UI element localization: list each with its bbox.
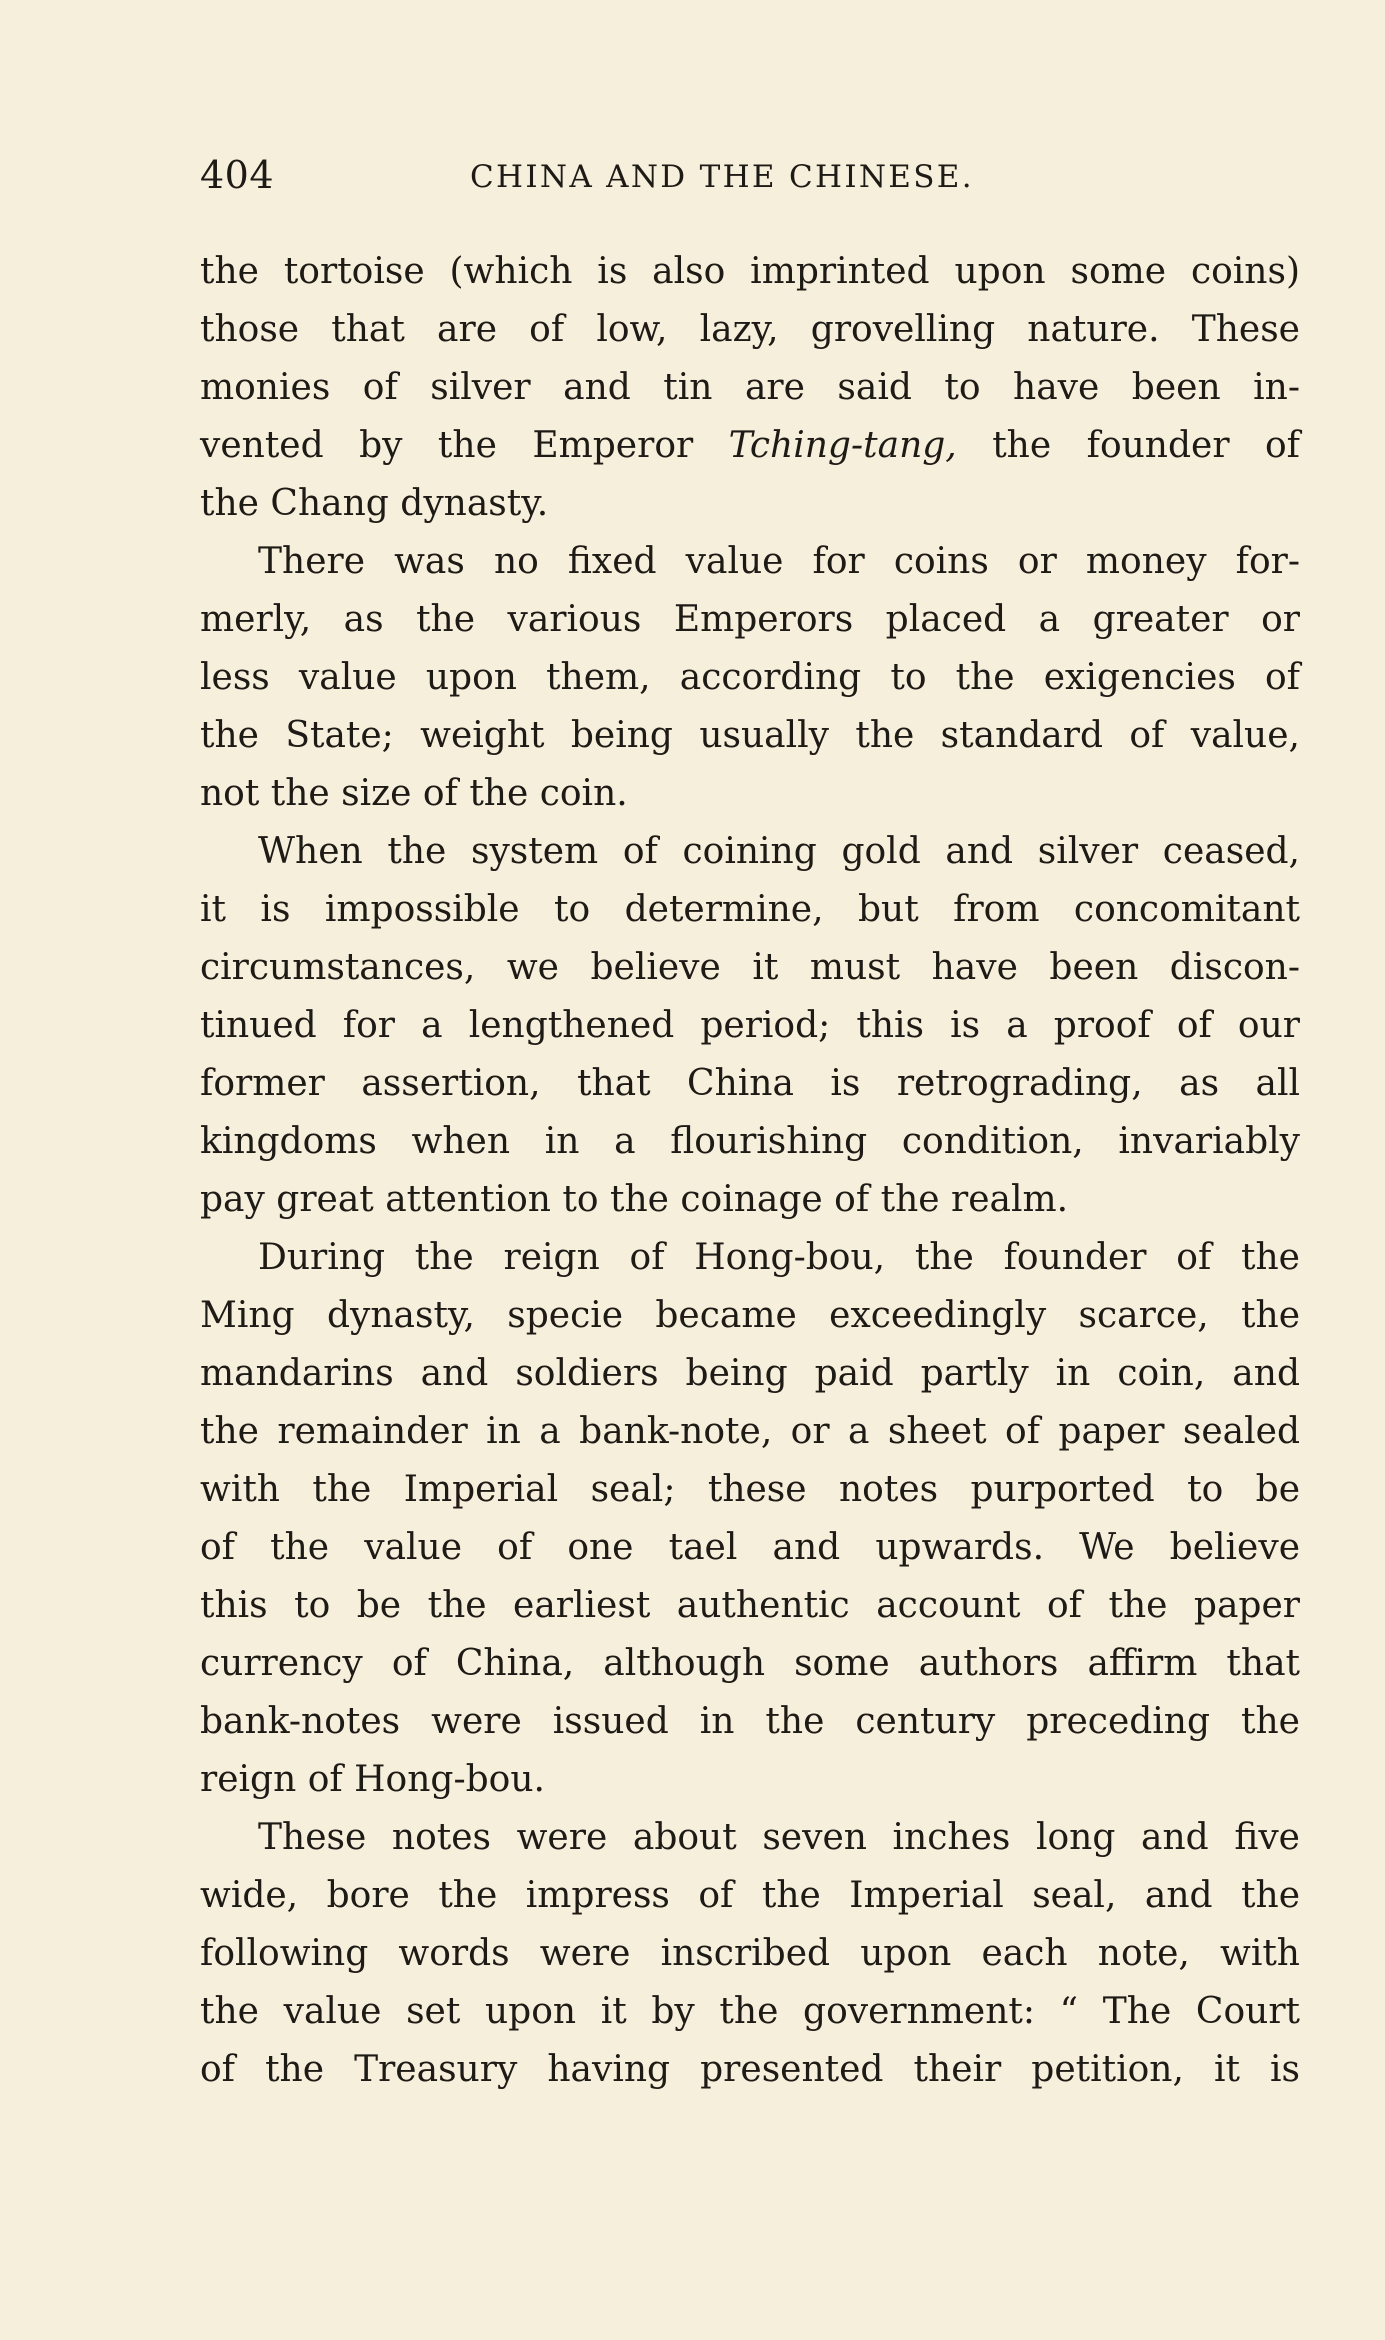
emperor-name: Tching-tang, (728, 425, 957, 466)
text-line: the remainder in a bank-note, or a sheet of paper sealed (200, 1411, 1300, 1452)
text-line: monies of silver and tin are said to have been in- (200, 367, 1300, 408)
paragraph (200, 823, 1300, 1229)
paragraph (200, 1809, 1300, 2099)
text-line: There was no fixed value for coins or money for- (258, 541, 1300, 582)
text-line: circumstances, we believe it must have been discon- (200, 947, 1300, 988)
text-line: the Chang dynasty. (200, 483, 549, 524)
text-line (200, 417, 1300, 475)
text-line: currency of China, although some authors affirm that (200, 1643, 1300, 1684)
text-line: less value upon them, according to the exigencies of (200, 657, 1300, 698)
text-line: These notes were about seven inches long and five (258, 1817, 1300, 1858)
text-line: not the size of the coin. (200, 773, 628, 814)
page-header (200, 150, 1295, 200)
text-line: kingdoms when in a flourishing condition, invariably (200, 1121, 1300, 1162)
paragraph (200, 243, 1300, 533)
text-line: the tortoise (which is also imprinted upon some coins) (200, 251, 1300, 292)
text-line: wide, bore the impress of the Imperial seal, and the (200, 1875, 1300, 1916)
text-line: During the reign of Hong-bou, the founder of the (258, 1237, 1300, 1278)
text-line: tinued for a lengthened period; this is a proof of our (200, 1005, 1300, 1046)
text-span: vented by the Emperor (200, 425, 729, 466)
text-line: pay great attention to the coinage of the realm. (200, 1179, 1069, 1220)
text-line: of the Treasury having presented their petition, it is (200, 2049, 1300, 2090)
page-number: 404 (200, 153, 275, 197)
text-line: the State; weight being usually the standard of value, (200, 715, 1300, 756)
text-line: those that are of low, lazy, grovelling nature. These (200, 309, 1300, 350)
text-line: this to be the earliest authentic account of the paper (200, 1585, 1300, 1626)
text-line: reign of Hong-bou. (200, 1759, 545, 1800)
text-line: mandarins and soldiers being paid partly in coin, and (200, 1353, 1300, 1394)
text-line: bank-notes were issued in the century preceding the (200, 1701, 1300, 1742)
running-title: CHINA AND THE CHINESE. (470, 159, 974, 195)
text-span: the founder of (956, 425, 1300, 466)
paragraph (200, 1229, 1300, 1809)
text-line: it is impossible to determine, but from concomitant (200, 889, 1300, 930)
text-line: the value set upon it by the government: “ The Court (200, 1991, 1300, 2032)
text-line: following words were inscribed upon each note, with (200, 1933, 1300, 1974)
text-line: with the Imperial seal; these notes purported to be (200, 1469, 1300, 1510)
text-line: merly, as the various Emperors placed a greater or (200, 599, 1300, 640)
body-text (200, 243, 1300, 2099)
text-line: Ming dynasty, specie became exceedingly scarce, the (200, 1295, 1300, 1336)
paragraph (200, 533, 1300, 823)
text-line: former assertion, that China is retrograding, as all (200, 1063, 1300, 1104)
text-line: When the system of coining gold and silver ceased, (258, 831, 1300, 872)
text-line: of the value of one tael and upwards. We believe (200, 1527, 1300, 1568)
